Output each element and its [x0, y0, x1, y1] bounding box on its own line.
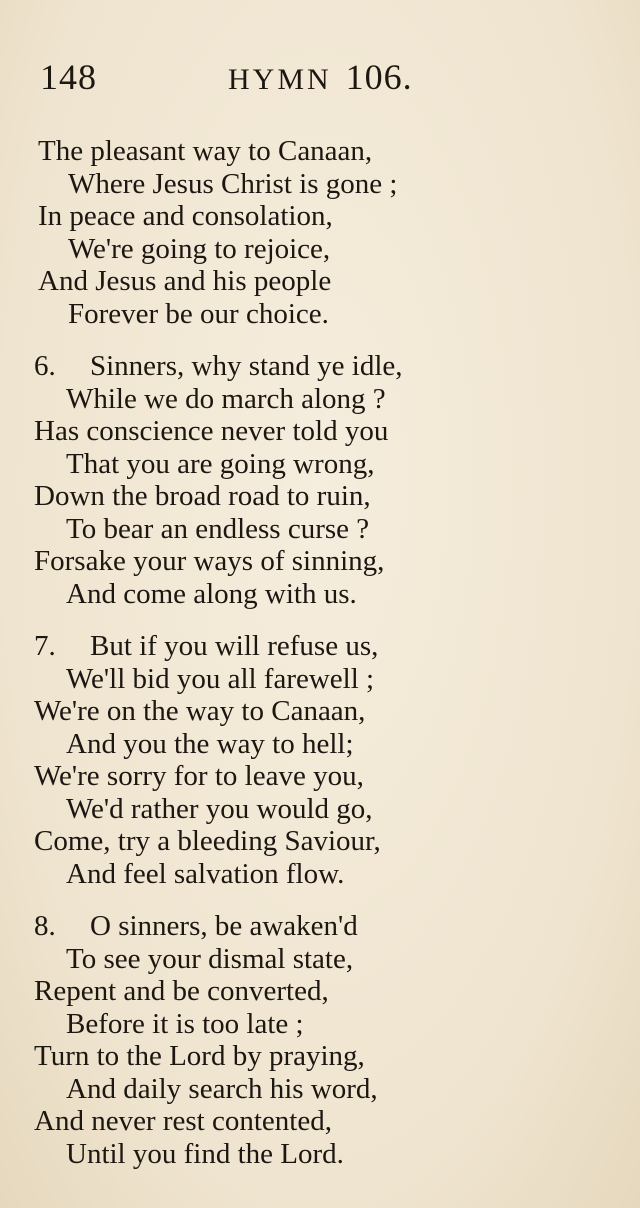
- verse-line: Turn to the Lord by praying,: [34, 1040, 365, 1072]
- verse-line-text: O sinners, be awaken'd: [90, 910, 358, 942]
- verse-line: [0, 350, 640, 383]
- verse-line: And you the way to hell;: [66, 727, 354, 760]
- verse-line: Has conscience never told you: [34, 415, 389, 447]
- verse-line: We're on the way to Canaan,: [34, 695, 366, 727]
- stanza: [0, 350, 640, 610]
- verse-line: We'll bid you all farewell ;: [66, 662, 375, 695]
- verse-line: Come, try a bleeding Saviour,: [34, 825, 381, 857]
- verse-line: We'd rather you would go,: [66, 792, 373, 825]
- stanza: [0, 910, 640, 1170]
- verse-line: That you are going wrong,: [66, 447, 375, 480]
- page-number: 148: [40, 57, 97, 97]
- hymn-title-number: 106.: [345, 57, 413, 97]
- verse-line: To bear an endless curse ?: [66, 512, 370, 545]
- verse-line: Where Jesus Christ is gone ;: [68, 167, 398, 200]
- verse-line-text: But if you will refuse us,: [90, 630, 379, 662]
- verse-line: [0, 630, 640, 663]
- verse-line-text: Sinners, why stand ye idle,: [90, 350, 403, 382]
- verse-line: And feel salvation flow.: [66, 857, 345, 890]
- stanza: [0, 630, 640, 890]
- stanza-number: 7.: [34, 630, 56, 662]
- verse-line: Forever be our choice.: [68, 297, 329, 330]
- verse-line: Repent and be converted,: [34, 975, 329, 1007]
- verse-line: While we do march along ?: [66, 382, 386, 415]
- stanza-number: 8.: [34, 910, 56, 942]
- verse-line: And never rest contented,: [34, 1105, 332, 1137]
- verse-line: Down the broad road to ruin,: [34, 480, 371, 512]
- verse-line: And come along with us.: [66, 577, 357, 610]
- stanza-number: 6.: [34, 350, 56, 382]
- verse-line: Before it is too late ;: [66, 1007, 304, 1040]
- verse-line: [0, 910, 640, 943]
- verse-line: And Jesus and his people: [38, 265, 332, 297]
- verse-line: And daily search his word,: [66, 1072, 378, 1105]
- hymn-body: [0, 135, 640, 1190]
- stanza: [0, 135, 640, 330]
- verse-line: In peace and consolation,: [38, 200, 333, 232]
- page-header: [40, 56, 600, 100]
- verse-line: Until you find the Lord.: [66, 1137, 344, 1170]
- verse-line: Forsake your ways of sinning,: [34, 545, 385, 577]
- verse-line: To see your dismal state,: [66, 942, 354, 975]
- verse-line: We're sorry for to leave you,: [34, 760, 364, 792]
- hymn-title: [228, 56, 413, 98]
- hymn-title-word: HYMN: [228, 63, 332, 96]
- verse-line: We're going to rejoice,: [68, 232, 331, 265]
- verse-line: The pleasant way to Canaan,: [38, 135, 373, 167]
